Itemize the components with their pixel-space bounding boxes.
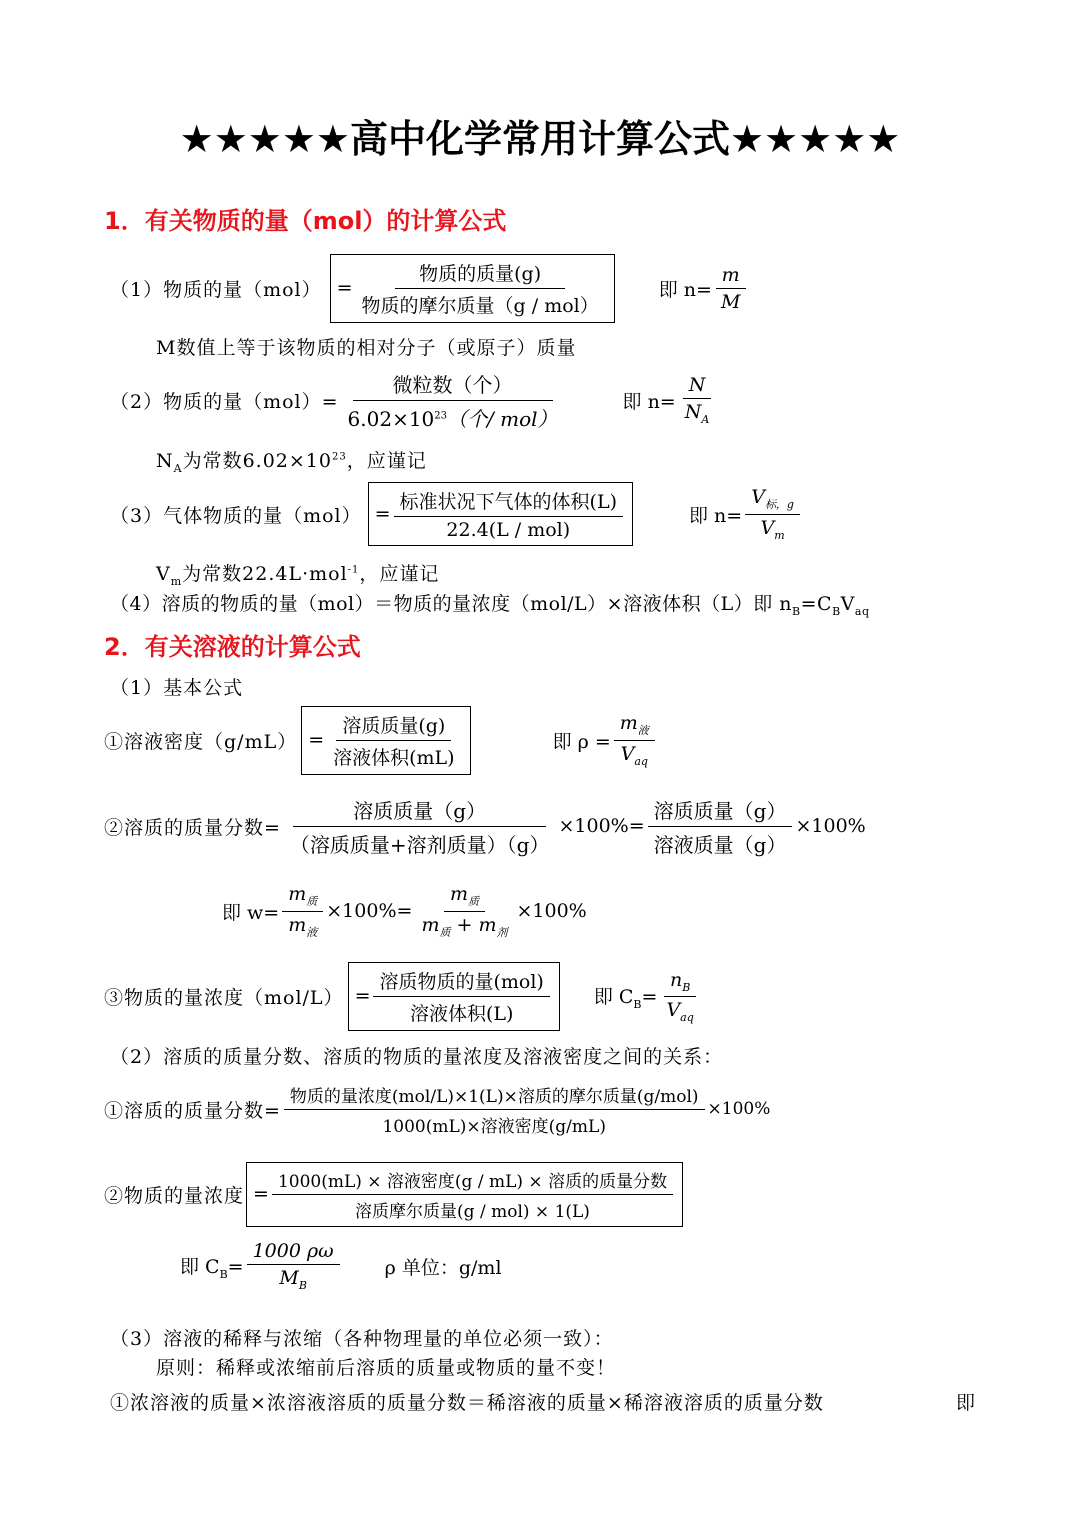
molarity-label: ③物质的量浓度（mol/L） [104,986,344,1009]
d2a-sub: 质 [439,925,451,939]
formula-4 [110,589,870,618]
mf-short-mid: ×100%= [326,900,413,922]
relation-2-box [246,1162,683,1227]
note-3-pre: V [156,563,171,585]
short-den-sub: aq [634,754,648,768]
formula-2-numerator: 微粒数（个） [353,369,553,401]
mf-short-fraction-2 [415,883,513,940]
plus: + [450,913,479,936]
formula-1-short-fraction [715,264,746,313]
ji-sub: B [219,1267,228,1281]
section-1-heading: 1．有关物质的量（mol）的计算公式 [104,207,507,235]
molarity-shorthand [594,982,658,1011]
short-num-sub: 液 [637,724,649,737]
mf-short-ji: 即 w= [222,901,280,924]
ji-sub: B [633,997,642,1011]
relation-2-label: ②物质的量浓度 [104,1184,245,1207]
mf-short-den-2 [415,912,513,940]
molarity-short-fraction [660,969,699,1024]
mf-short-fraction-1 [282,883,323,940]
page-title: ★★★★★高中化学常用计算公式★★★★★ [179,117,901,161]
note-3-pre-sub: m [170,574,183,588]
short-den-base: M [279,1267,299,1290]
formula-1-eq: = [336,277,353,299]
formula-1-fraction [356,259,605,318]
short-den-sub: m [774,528,785,542]
relation-1-label: ①溶质的质量分数= [104,1099,281,1122]
dilution-rule-1: ①浓溶液的质量×浓溶液溶质的质量分数＝稀溶液的质量×稀溶液溶质的质量分数 [110,1392,824,1414]
short-num-base: V [751,486,765,509]
short-den [615,741,654,768]
n2-sub: 质 [467,894,479,908]
short-num: m [716,264,746,289]
mf-short-post: ×100% [516,900,587,922]
short-den-base: V [666,998,681,1021]
short-den [273,1265,313,1292]
mass-fraction-formula [104,794,866,858]
short-den-base: V [760,517,775,539]
d2b: m [478,913,497,936]
density-eq: = [308,729,325,751]
note-2-pre: N [156,450,174,472]
mf-mul-2: ×100% [795,815,866,837]
relation-formula-2 [104,1162,683,1226]
short-den-base: V [620,743,635,765]
density-fraction [327,711,460,770]
note-2-mid: 为常数6.02×10 [182,450,332,472]
d1: m [288,913,307,936]
formula-3-box [368,482,633,546]
relation-2-fraction [272,1167,673,1222]
mf-short-num-1 [282,883,323,912]
dilution-principle: 原则：稀释或浓缩前后溶质的质量或物质的量不变！ [156,1357,617,1379]
formula-1-denominator: 物质的摩尔质量（g / mol） [361,294,599,317]
short-den-sub: A [701,412,710,426]
relation-2-eq: = [253,1183,269,1205]
short-den-base: N [684,401,702,424]
note-2-exp: 23 [331,451,347,463]
molarity-numerator: 溶质物质的量(mol) [373,967,549,997]
short-den: M [720,290,741,313]
den-base: 6.02×10 [347,406,435,431]
relation-2-shorthand [180,1236,502,1296]
den-exp: 23 [434,409,448,421]
short-den-sub: aq [680,1010,694,1024]
density-label: ①溶液密度（g/mL） [104,730,298,753]
density-short-fraction [614,712,655,768]
d2a: m [421,913,440,936]
density-formula [104,708,658,772]
formula-1-numerator: 物质的质量(g) [395,259,565,289]
note-3-exp: -1 [347,564,360,576]
molarity-eq: = [354,985,371,1007]
short-num-base: m [619,712,638,735]
subheading-basic: （1）基本公式 [110,677,244,699]
molarity-denominator: 溶液体积(L) [409,1002,514,1025]
d1-sub: 液 [306,925,318,939]
short-num-base: n [669,968,683,991]
formula-4-mid: =C [800,593,833,615]
formula-1 [110,255,749,321]
mf1-numerator: 溶质质量（g） [293,795,546,827]
density-numerator: 溶质质量(g) [336,711,451,741]
formula-4-sub-3: aq [854,604,870,618]
molarity-fraction [373,967,549,1026]
short-den [755,515,791,542]
ji-eq: = [227,1255,244,1278]
dilution-rule-1-end: 即 [956,1392,977,1414]
mf-short-den-1 [282,912,323,940]
subheading-dilution: （3）溶液的稀释与浓缩（各种物理量的单位必须一致）： [110,1328,614,1350]
note-2 [156,446,427,475]
note-2-pre-sub: A [173,461,183,475]
molarity-box [348,962,560,1031]
formula-1-shorthand: 即 n= [658,278,712,301]
relation-2-numerator: 1000(mL) × 溶液密度(g / mL) × 溶质的质量分数 [272,1167,673,1195]
mass-fraction-fraction-2 [648,795,793,858]
formula-3-eq: = [374,503,391,525]
relation-1-denominator: 1000(mL)×溶液密度(g/mL) [382,1116,606,1137]
formula-2-shorthand: 即 n= [622,390,676,413]
short-num-sub: B [682,980,691,994]
relation-2-short-fraction [247,1240,340,1292]
mf-mul-1: ×100% [558,815,629,837]
mass-fraction-label: ②溶质的质量分数= [104,816,281,839]
n1-sub: 质 [306,894,318,908]
formula-3-label: （3）气体物质的量（mol） [110,504,362,527]
formula-3-shorthand: 即 n= [689,504,743,527]
formula-1-box [330,254,615,323]
ji-eq: = [641,985,658,1008]
ji: 即 C [180,1255,220,1278]
short-num [745,486,800,515]
density-box [301,706,470,775]
relation-2-denominator: 溶质摩尔质量(g / mol) × 1(L) [355,1201,590,1222]
formula-4-sub-1: B [792,604,801,618]
relation-2-unit: ρ 单位：g/ml [384,1256,502,1279]
formula-3 [110,482,803,546]
note-3-post: ，应谨记 [359,563,440,585]
note-2-post: ，应谨记 [346,450,427,472]
mf1-denominator: （溶质质量+溶剂质量）（g） [289,832,550,857]
formula-2 [110,368,718,432]
relation-1-fraction [284,1082,705,1137]
mf-eq: = [628,815,645,837]
n1: m [288,882,307,905]
formula-2-denominator [342,401,564,432]
density-denominator: 溶液体积(mL) [333,746,455,769]
d2b-sub: 剂 [496,925,508,939]
relation-1-numerator: 物质的量浓度(mol/L)×1(L)×溶质的摩尔质量(g/mol) [284,1082,705,1110]
formula-2-short-fraction [679,374,716,426]
note-3 [156,559,439,588]
formula-3-fraction [394,487,623,541]
relation-2-ji [180,1252,244,1281]
note-1: M数值上等于该物质的相对分子（或原子）质量 [156,337,577,359]
short-num: N [683,374,712,399]
n2: m [449,882,468,905]
formula-1-label: （1）物质的量（mol） [110,278,322,301]
short-num [614,712,655,741]
relation-1-mul: ×100% [707,1099,771,1119]
formula-4-text: （4）溶质的物质的量（mol）＝物质的量浓度（mol/L）×溶液体积（L）即 n [110,593,792,615]
formula-3-denominator: 22.4(L / mol) [446,519,571,541]
mass-fraction-shorthand [222,880,587,942]
density-shorthand: 即 ρ = [552,730,611,753]
formula-3-numerator: 标准状况下气体的体积(L) [394,487,623,517]
section-2-heading: 2．有关溶液的计算公式 [104,633,361,661]
formula-4-v: V [840,593,855,615]
short-num [664,969,696,997]
formula-2-fraction [342,369,564,432]
den-unit: （个/ mol） [447,406,558,431]
subheading-relationship: （2）溶质的质量分数、溶质的物质的量浓度及溶液密度之间的关系： [110,1046,724,1068]
formula-2-label: （2）物质的量（mol）= [110,390,339,413]
short-den [660,997,699,1024]
formula-4-sub-2: B [832,604,841,618]
short-den [679,399,716,426]
mf2-numerator: 溶质质量（g） [648,795,793,827]
relation-formula-1 [104,1078,770,1140]
short-den-sub: B [298,1278,307,1292]
short-num-sub: 标，g [764,498,794,511]
mf2-denominator: 溶液质量（g） [653,832,787,857]
formula-3-short-fraction [745,486,800,542]
molarity-formula [104,963,703,1029]
short-num: 1000 ρω [247,1240,340,1265]
mf-short-num-2 [444,883,485,912]
ji: 即 C [593,985,634,1008]
note-3-mid: 为常数22.4L·mol [182,563,348,585]
mass-fraction-fraction-1 [284,795,556,858]
